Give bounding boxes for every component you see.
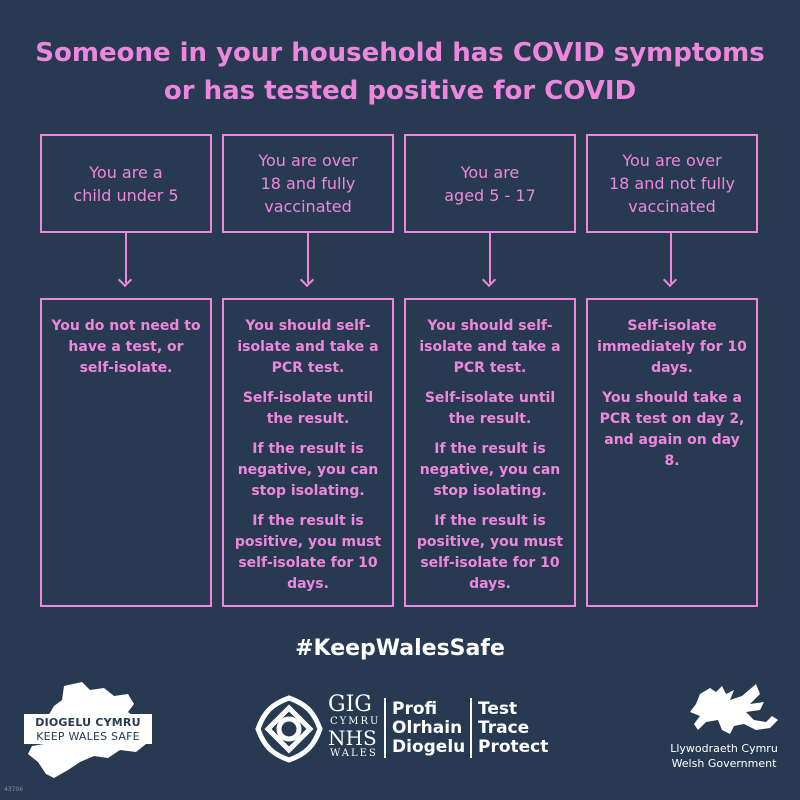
page-title [0, 34, 800, 110]
logo-text: Diogelu [392, 737, 466, 757]
logo-text: Profi [392, 699, 438, 719]
divider [384, 698, 386, 758]
arrow-down-icon [125, 233, 127, 283]
reference-code: 43706 [4, 786, 24, 793]
logo-text: Trace [478, 718, 530, 738]
heading-line: 18 and fully [260, 174, 356, 193]
logo-text: Test [478, 699, 518, 719]
guidance-box-over-18-not-vaccinated [586, 298, 758, 607]
guidance-text: If the result is positive, you must self-isolate for 10 days. [416, 513, 564, 592]
heading-line: You are [460, 162, 520, 182]
logo-text: CYMRU [330, 716, 381, 727]
heading-line: 18 and not fully [608, 174, 736, 193]
heading-box-over-18-not-vaccinated [586, 134, 758, 233]
divider [470, 698, 472, 758]
guidance-text: If the result is positive, you must self-isolate for 10 days. [234, 513, 382, 592]
logo-text: Protect [478, 737, 549, 757]
logo-text: Olrhain [392, 718, 463, 738]
logo-text: WALES [330, 748, 378, 759]
guidance-text: Self-isolate until the result. [424, 390, 556, 427]
heading-line: child under 5 [73, 185, 179, 205]
guidance-box-aged-5-17 [404, 298, 576, 607]
heading-box-aged-5-17 [404, 134, 576, 233]
guidance-text: If the result is negative, you can stop isolating. [419, 441, 561, 499]
heading-line: vaccinated [628, 197, 716, 216]
heading-line: You are over [258, 151, 358, 170]
logo-text: KEEP WALES SAFE [36, 730, 140, 743]
title-line-2: or has tested positive for COVID [163, 76, 637, 106]
logo-text: DIOGELU CYMRU [35, 716, 141, 729]
arrow-down-icon [670, 233, 672, 283]
welsh-government-logo [660, 680, 788, 780]
logo-text: NHS [328, 726, 377, 750]
celtic-knot-icon [254, 694, 324, 764]
guidance-text: Self-isolate until the result. [242, 390, 374, 427]
title-line-1: Someone in your household has COVID symptoms [35, 38, 765, 68]
logo-text: GIG [328, 692, 372, 717]
heading-line: aged 5 - 17 [444, 185, 536, 205]
hashtag: #KeepWalesSafe [295, 636, 505, 661]
dragon-icon [660, 680, 788, 740]
heading-box-child-under-5 [40, 134, 212, 233]
arrow-down-icon [489, 233, 491, 283]
heading-line: You are a [89, 162, 163, 182]
guidance-box-child-under-5 [40, 298, 212, 607]
guidance-box-over-18-vaccinated [222, 298, 394, 607]
logo-text: Llywodraeth Cymru [670, 742, 778, 755]
guidance-text: You should self-isolate and take a PCR test. [419, 318, 561, 376]
heading-box-over-18-vaccinated [222, 134, 394, 233]
guidance-text: You do not need to have a test, or self-isolate. [51, 318, 201, 376]
guidance-text: Self-isolate immediately for 10 days. [597, 318, 747, 376]
guidance-text: You should self-isolate and take a PCR test. [237, 318, 379, 376]
heading-line: You are over [622, 151, 722, 170]
keep-wales-safe-logo [24, 678, 152, 788]
heading-line: vaccinated [264, 197, 352, 216]
arrow-down-icon [307, 233, 309, 283]
guidance-text: If the result is negative, you can stop isolating. [237, 441, 379, 499]
guidance-text: You should take a PCR test on day 2, and again on day 8. [599, 390, 745, 469]
logo-text: Welsh Government [671, 757, 777, 770]
